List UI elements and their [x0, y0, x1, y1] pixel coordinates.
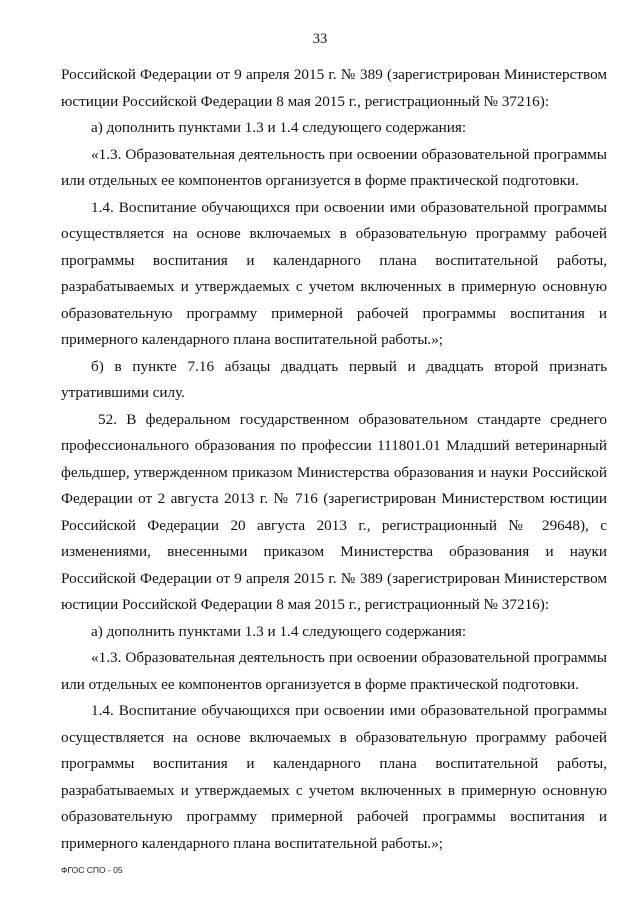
paragraph-continuation: Российской Федерации от 9 апреля 2015 г. № 389 (зарегистрирован Министерством юстиции Российской Федерации 8 мая 2015 г., регистрационный № 37216): [61, 66, 607, 110]
paragraph-1-4-second: 1.4. Воспитание обучающихся при освоении ими образовательной программы осуществляется на основе включаемых в образовательную программу рабочей программы воспитания и календарного плана воспитательной работы, разрабатываемых и утверждаемых с учетом включенных в примерную основную образовательную программу примерной рабочей программы воспитания и примерного календарного плана воспитательной работы.»; [61, 702, 607, 852]
paragraph-quote-1-3-second: «1.3. Образовательная деятельность при освоении образовательной программы или отдельных ее компонентов организуется в форме практической подготовки. [61, 649, 607, 693]
footer-code: ФГОС СПО - 05 [61, 865, 123, 875]
paragraph-item-a-second: а) дополнить пунктами 1.3 и 1.4 следующего содержания: [91, 622, 467, 640]
paragraph-quote-1-3: «1.3. Образовательная деятельность при освоении образовательной программы или отдельных ее компонентов организуется в форме практической подготовки. [61, 145, 607, 189]
paragraph-item-b: б) в пункте 7.16 абзацы двадцать первый и двадцать второй признать утратившими силу. [61, 357, 607, 401]
document-body [61, 62, 607, 857]
paragraph-1-4: 1.4. Воспитание обучающихся при освоении ими образовательной программы осуществляется на основе включаемых в образовательную программу рабочей программы воспитания и календарного плана воспитательной работы, разрабатываемых и утверждаемых с учетом включенных в примерную основную образовательную программу примерной рабочей программы воспитания и примерного календарного плана воспитательной работы.»; [61, 198, 607, 348]
page-number: 33 [312, 31, 328, 47]
paragraph-52: 52. В федеральном государственном образовательном стандарте среднего профессионального образования по профессии 111801.01 Младший ветеринарный фельдшер, утвержденном приказом Министерства образования и науки Российской Федерации от 2 августа 2013 г. № 716 (зарегистрирован Министерством юстиции Российской Федерации 20 августа 2013 г., регистрационный № 29648), с изменениями, внесенными приказом Министерства образования и науки Российской Федерации от 9 апреля 2015 г. № 389 (зарегистрирован Министерством юстиции Российской Федерации 8 мая 2015 г., регистрационный № 37216): [61, 410, 607, 613]
paragraph-item-a: а) дополнить пунктами 1.3 и 1.4 следующего содержания: [91, 119, 467, 136]
